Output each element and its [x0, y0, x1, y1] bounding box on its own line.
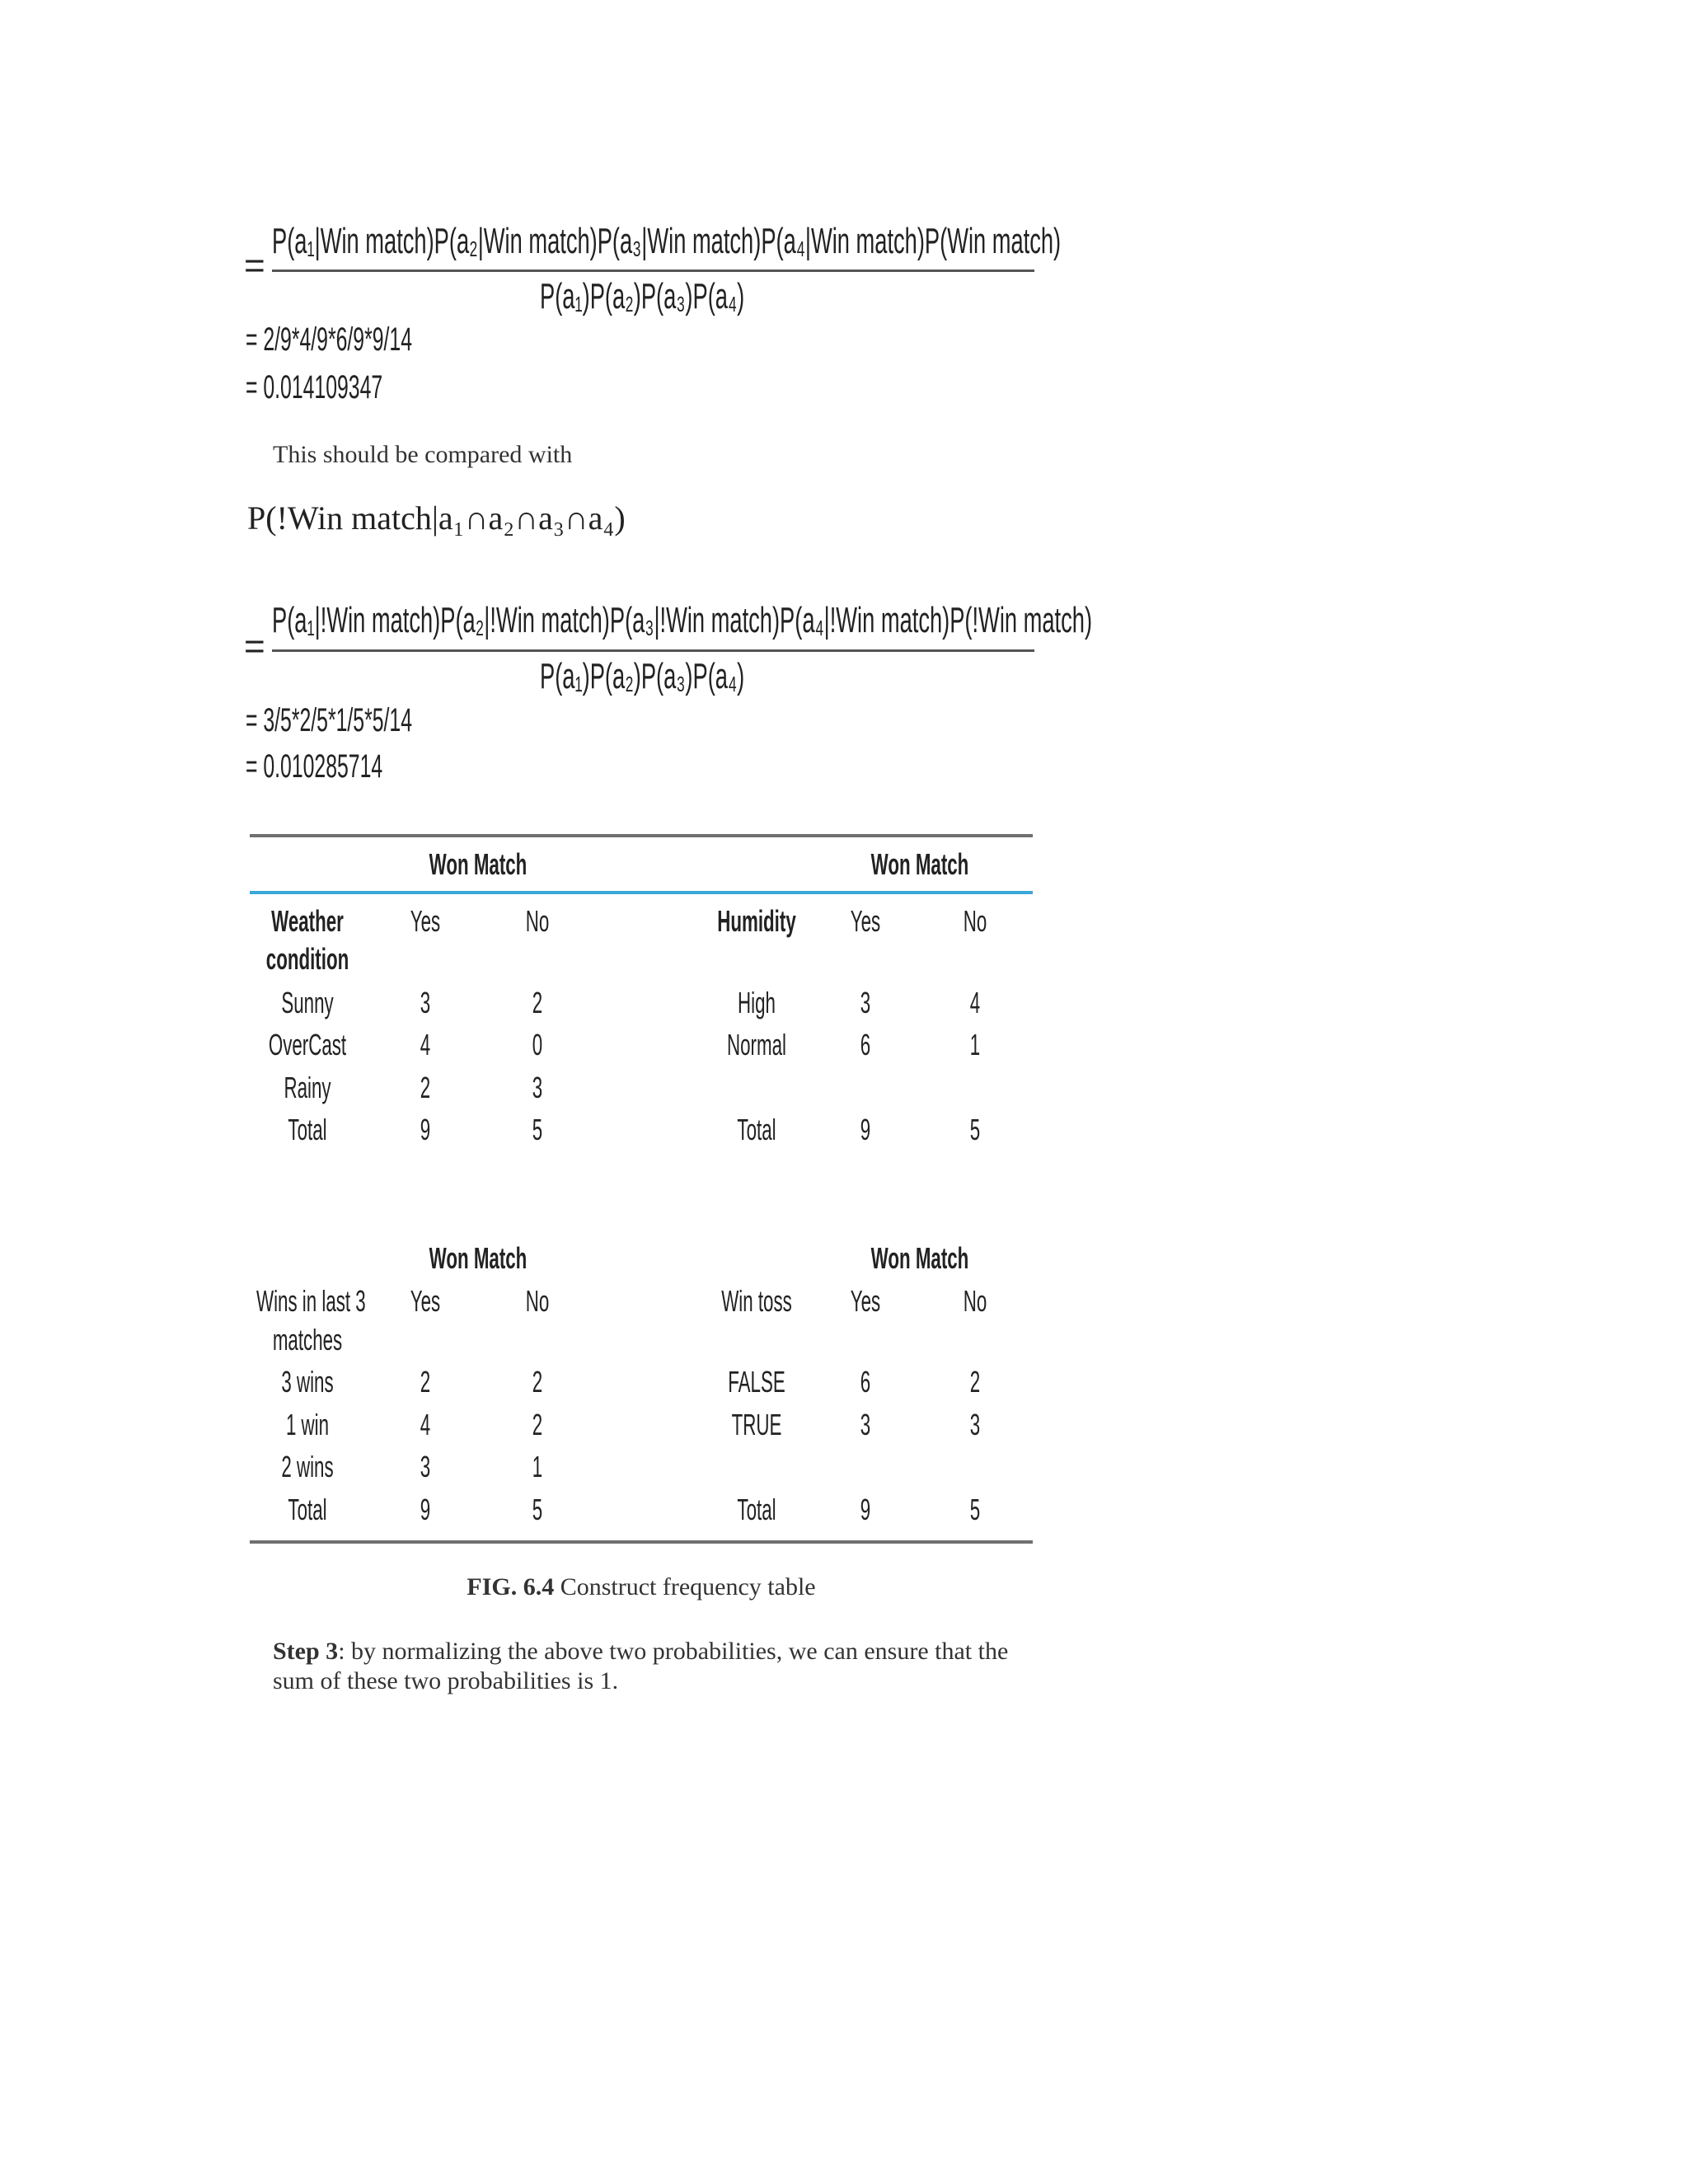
humidity-row-no: 5	[969, 1113, 981, 1146]
weather-row-label: Total	[288, 1113, 327, 1146]
weather-row-yes: 3	[420, 986, 431, 1019]
not-win-step-2: = 0.010285714	[246, 748, 383, 785]
toss-row-no: 5	[969, 1493, 981, 1526]
won-match-header-2: Won Match	[870, 847, 969, 881]
wins-row-no: 5	[532, 1493, 543, 1526]
weather-row-yes: 4	[420, 1028, 431, 1062]
won-match-header-3: Won Match	[429, 1241, 528, 1275]
toss-header: Win toss	[721, 1284, 792, 1318]
wins-row-yes: 9	[420, 1493, 431, 1526]
weather-row-no: 3	[532, 1071, 543, 1104]
weather-row-yes: 9	[420, 1113, 431, 1146]
humidity-row-yes: 6	[860, 1028, 871, 1062]
figure-caption-text: Construct frequency table	[554, 1573, 816, 1601]
figure-caption	[0, 1573, 1282, 1601]
toss-row-label: TRUE	[731, 1408, 782, 1441]
not-win-denominator: P(a₁)P(a₂)P(a₃)P(a₄)	[540, 656, 745, 696]
wins-row-label: 3 wins	[281, 1365, 334, 1399]
win-numerator: P(a₁|Win match)P(a₂|Win match)P(a₃|Win match)P(a₄|Win match)P(Win match)	[272, 221, 1062, 261]
wins-no-header: No	[525, 1284, 550, 1318]
not-win-step-1: = 3/5*2/5*1/5*5/14	[246, 702, 413, 738]
wins-row-label: Total	[288, 1493, 327, 1526]
wins-row-yes: 3	[420, 1450, 431, 1483]
wins-row-label: 2 wins	[281, 1450, 334, 1483]
won-match-header-1: Won Match	[429, 847, 528, 881]
weather-row-label: Sunny	[281, 986, 334, 1019]
wins-row-no: 2	[532, 1365, 543, 1399]
table-header-rule	[250, 891, 1033, 894]
won-match-header-4: Won Match	[870, 1241, 969, 1275]
not-win-expression	[247, 499, 626, 537]
toss-yes-header: Yes	[850, 1284, 881, 1318]
toss-row-label: FALSE	[728, 1365, 785, 1399]
weather-row-no: 2	[532, 986, 543, 1019]
weather-row-label: Rainy	[284, 1071, 331, 1104]
equals-sign-2: =	[244, 626, 265, 667]
win-denominator: P(a₁)P(a₂)P(a₃)P(a₄)	[540, 276, 745, 316]
toss-no-header: No	[963, 1284, 987, 1318]
compare-text: This should be compared with	[273, 441, 573, 468]
wins-header-line1: Wins in last 3	[256, 1284, 366, 1318]
toss-row-no: 2	[969, 1365, 981, 1399]
wins-row-no: 2	[532, 1408, 543, 1441]
humidity-row-yes: 3	[860, 986, 871, 1019]
weather-yes-header: Yes	[410, 904, 441, 938]
humidity-row-label: Total	[737, 1113, 776, 1146]
wins-yes-header: Yes	[410, 1284, 441, 1318]
table-bottom-rule	[250, 1540, 1033, 1544]
toss-row-yes: 6	[860, 1365, 871, 1399]
wins-row-no: 1	[532, 1450, 543, 1483]
humidity-yes-header: Yes	[850, 904, 881, 938]
not-win-expression-text: P(!Win match|a₁∩a₂∩a₃∩a₄)	[247, 499, 626, 537]
weather-row-yes: 2	[420, 1071, 431, 1104]
humidity-no-header: No	[963, 904, 987, 938]
humidity-row-label: High	[738, 986, 776, 1019]
weather-row-label: OverCast	[268, 1028, 347, 1062]
toss-row-yes: 9	[860, 1493, 871, 1526]
weather-header-line1: Weather	[271, 904, 344, 938]
step3-text: : by normalizing the above two probabilities, we can ensure that the sum of these two probabilities is 1.	[273, 1638, 1009, 1694]
step3-label: Step 3	[273, 1638, 339, 1665]
humidity-row-yes: 9	[860, 1113, 871, 1146]
wins-header-line2: matches	[272, 1323, 343, 1357]
weather-no-header: No	[525, 904, 550, 938]
step3-paragraph	[273, 1637, 1031, 1696]
humidity-header: Humidity	[717, 904, 796, 938]
toss-row-label: Total	[737, 1493, 776, 1526]
weather-row-no: 0	[532, 1028, 543, 1062]
figure-caption-label: FIG. 6.4	[467, 1573, 555, 1601]
wins-row-yes: 2	[420, 1365, 431, 1399]
not-win-numerator: P(a₁|!Win match)P(a₂|!Win match)P(a₃|!Win match)P(a₄|!Win match)P(!Win match)	[272, 600, 1093, 640]
win-step-1: = 2/9*4/9*6/9*9/14	[246, 321, 413, 358]
toss-row-no: 3	[969, 1408, 981, 1441]
not-win-fraction-line	[272, 649, 1034, 652]
table-top-rule	[250, 834, 1033, 837]
wins-row-yes: 4	[420, 1408, 431, 1441]
toss-row-yes: 3	[860, 1408, 871, 1441]
win-fraction-line	[272, 269, 1034, 272]
equals-sign-1: =	[244, 246, 265, 286]
weather-header-line2: condition	[265, 942, 349, 976]
win-step-2: = 0.014109347	[246, 369, 383, 405]
weather-row-no: 5	[532, 1113, 543, 1146]
humidity-row-no: 4	[969, 986, 981, 1019]
wins-row-label: 1 win	[285, 1408, 330, 1441]
humidity-row-label: Normal	[727, 1028, 786, 1062]
humidity-row-no: 1	[969, 1028, 981, 1062]
